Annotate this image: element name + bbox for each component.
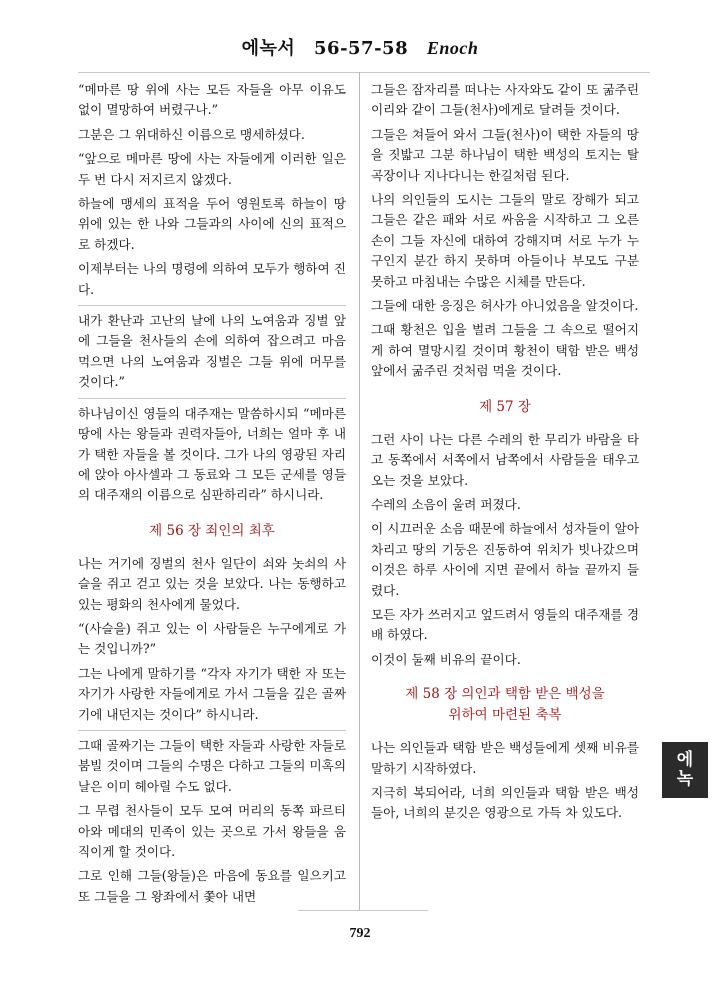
- section-tab: [662, 742, 708, 798]
- verse-paragraph: 나는 거기에 징벌의 천사 일단이 쇠와 놋쇠의 사슬을 쥐고 걷고 있는 것을 보았다. 나는 동행하고 있는 평화의 천사에게 물었다.: [78, 555, 346, 612]
- verse-paragraph: 지극히 복되어라, 너희 의인들과 택함 받은 백성들아, 너희의 분깃은 영광으로 가득 차 있도다.: [371, 784, 639, 821]
- column-divider: [359, 72, 360, 910]
- verse-paragraph: 그들은 쳐들어 와서 그들(천사)이 택한 자들의 땅을 짓밟고 그분 하나님이 택한 백성의 토지는 탈곡장이나 지나다니는 한길처럼 된다.: [371, 126, 639, 183]
- header-chapters: 56-57-58: [314, 38, 409, 59]
- verse-paragraph: “(사슬을) 쥐고 있는 이 사람들은 누구에게로 가는 것입니까?”: [78, 620, 346, 657]
- running-header: [0, 34, 720, 60]
- page-number: 792: [349, 926, 371, 941]
- chapter-heading: 제 57 장: [479, 398, 531, 415]
- verse-paragraph: 그런 사이 나는 다른 수레의 한 무리가 바람을 타고 동쪽에서 서쪽에서 남쪽에서 사람들을 태우고 오는 것을 보았다.: [371, 431, 639, 488]
- verse-paragraph: 그는 나에게 말하기를 “각자 자기가 택한 자 또는 자기가 사랑한 자들에게로 가서 그들을 깊은 골짜기에 내던지는 것이다” 하시니라.: [78, 665, 346, 722]
- verse-paragraph: 이 시끄러운 소음 때문에 하늘에서 성자들이 알아 차리고 땅의 기둥은 진동하여 위치가 빗나갔으며 이것은 하루 사이에 지면 끝에서 하늘 끝까지 들렸다.: [371, 521, 639, 598]
- verse-paragraph: 그때 황천은 입을 벌려 그들을 그 속으로 떨어지게 하여 멸망시킬 것이며 황천이 택함 받은 백성 앞에서 굶주린 것처럼 먹을 것이다.: [371, 322, 639, 379]
- page-frame: [78, 72, 650, 910]
- verse-paragraph: 내가 환난과 고난의 날에 나의 노여움과 징벌 앞에 그들을 천사들의 손에 의하여 잡으려고 마음 먹으면 나의 노여움과 징벌은 그들 위에 머무를 것이다.”: [78, 313, 346, 390]
- section-tab-line1: 에: [676, 750, 694, 770]
- verse-paragraph: 나의 의인들의 도시는 그들의 말로 장해가 되고 그들은 같은 패와 서로 싸움을 시작하고 그 오른손이 그들 자신에 대하여 강해지며 서로 누가 누구인지 분간 하지 못하며 아들이나 부모도 구분 못하고 마침내는 수많은 시체를 만든다.: [371, 192, 639, 289]
- verse-paragraph: “메마른 땅 위에 사는 모든 자들을 아무 이유도 없이 멸망하여 버렸구나.”: [78, 82, 346, 118]
- left-column: [78, 80, 346, 911]
- chapter-heading: [371, 684, 639, 726]
- chapter-heading: 제 56 장 죄인의 최후: [149, 522, 275, 539]
- chapter-heading-line: 위하여 마련된 축복: [448, 707, 562, 724]
- chapter-heading-line: 제 58 장 의인과 택함 받은 백성을: [405, 686, 605, 703]
- verse-paragraph: 그때 골짜기는 그들이 택한 자들과 사랑한 자들로 붐빌 것이며 그들의 수명은 다하고 그들의 미혹의 날은 이미 헤아릴 수도 없다.: [78, 737, 346, 794]
- verse-paragraph: 모든 자가 쓰러지고 엎드려서 영들의 대주재를 경배 하였다.: [371, 606, 639, 643]
- header-book: Enoch: [426, 38, 479, 58]
- verse-paragraph: 하늘에 맹세의 표적을 두어 영원토록 하늘이 땅 위에 있는 한 나와 그들과의 사이에 신의 표적으로 하겠다.: [78, 196, 346, 252]
- right-column: [371, 80, 639, 828]
- verse-paragraph: “앞으로 메마른 땅에 사는 자들에게 이러한 일은 두 번 다시 저지르지 않겠다.: [78, 151, 346, 187]
- verse-paragraph: 하나님이신 영들의 대주재는 말씀하시되 “메마른 땅에 사는 왕들과 권력자들아, 너희는 얼마 후 내가 택한 자들을 볼 것이다. 그가 나의 영광된 자리에 앉아 아사셀과 그 동료와 그 모든 군세를 영들의 대주재의 이름으로 심판하리라” 하시니라.: [78, 405, 346, 503]
- verse-paragraph: 그로 인해 그들(왕들)은 마음에 동요를 일으키고 또 그들을 그 왕좌에서 쫓아 내면: [78, 868, 346, 904]
- paragraph-separator: [78, 398, 346, 399]
- paragraph-separator: [78, 305, 346, 306]
- verse-paragraph: 이것이 둘째 비유의 끝이다.: [371, 651, 521, 667]
- top-rule: [78, 72, 650, 73]
- header-title: 에녹서: [241, 38, 296, 59]
- verse-paragraph: 그들에 대한 응징은 허사가 아니었음을 알것이다.: [371, 298, 639, 314]
- verse-paragraph: 나는 의인들과 택함 받은 백성들에게 셋째 비유를 말하기 시작하였다.: [371, 740, 639, 776]
- verse-paragraph: 그 무렵 천사들이 모두 모여 머리의 동쪽 파르티아와 메대의 민족이 있는 곳으로 가서 왕들을 움직이게 할 것이다.: [78, 803, 346, 859]
- paragraph-separator: [78, 730, 346, 731]
- bottom-rule: [298, 910, 428, 911]
- verse-paragraph: 수레의 소음이 울려 퍼졌다.: [371, 496, 521, 512]
- verse-paragraph: 이제부터는 나의 명령에 의하여 모두가 행하여 진다.: [78, 261, 346, 297]
- verse-paragraph: 그분은 그 위대하신 이름으로 맹세하셨다.: [78, 126, 305, 142]
- section-tab-line2: 녹: [676, 769, 694, 789]
- verse-paragraph: 그들은 잠자리를 떠나는 사자와도 같이 또 굶주린 이리와 같이 그들(천사)에게로 달려들 것이다.: [371, 82, 639, 118]
